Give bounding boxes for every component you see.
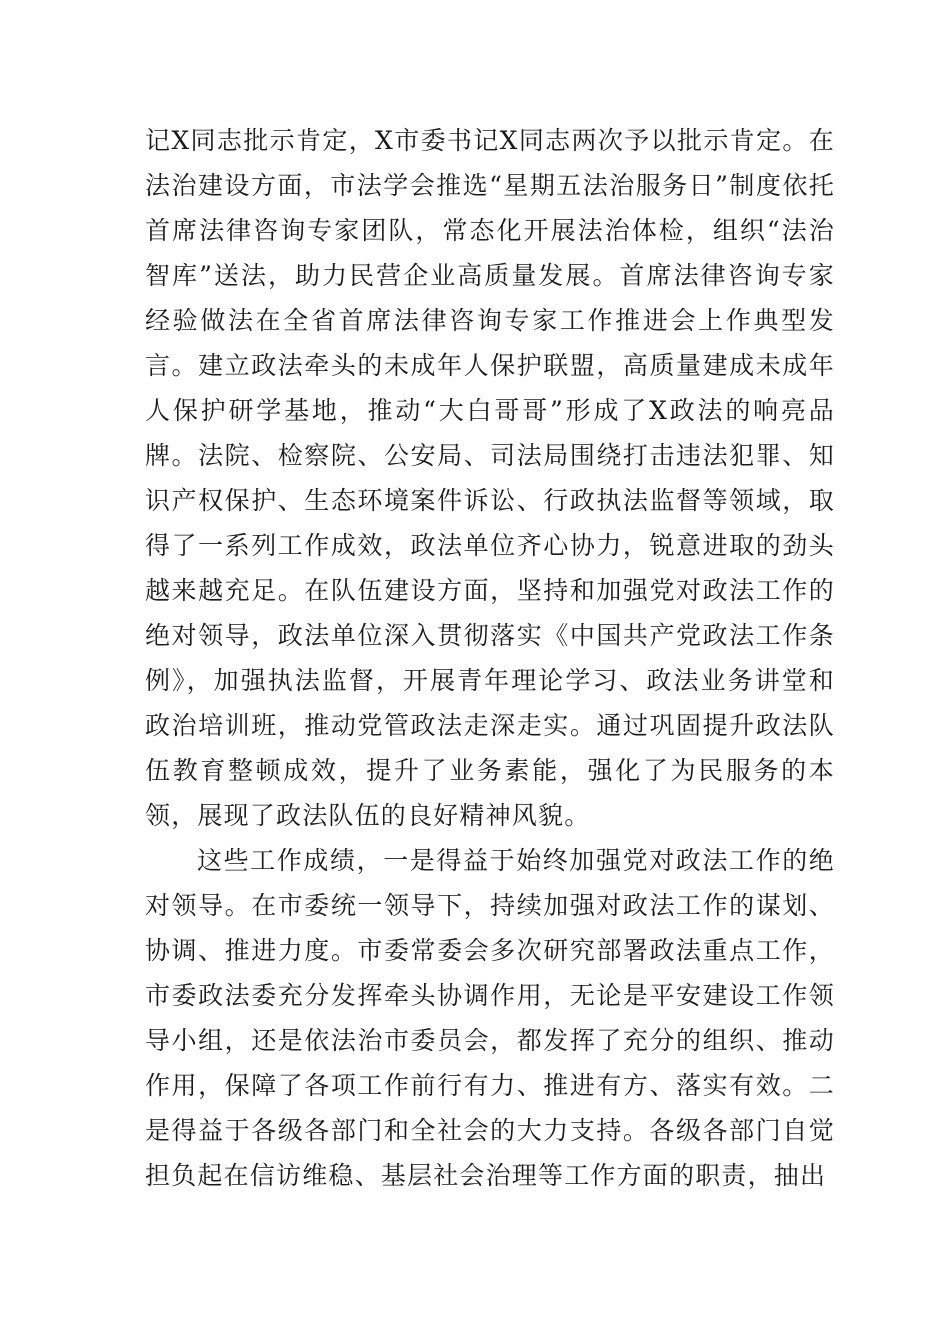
paragraph-achievements: 这些工作成绩，一是得益于始终加强党对政法工作的绝对领导。在市委统一领导下，持续加强对政法工作的谋划、协调、推进力度。市委常委会多次研究部署政法重点工作，市委政法委充分发挥牵头协调作用，无论是平安建设工作领导小组，还是依法治市委员会，都发挥了充分的组织、推动作用，保障了各项工作前行有力、推进有方、落实有效。二是得益于各级各部门和全社会的大力支持。各级各部门自觉担负起在信访维稳、基层社会治理等工作方面的职责，抽出 [145,846,835,1190]
body-text [145,118,835,1198]
paragraph-continuation: 记X同志批示肯定，X市委书记X同志两次予以批示肯定。在法治建设方面，市法学会推选“星期五法治服务日”制度依托首席法律咨询专家团队，常态化开展法治体检，组织“法治智库”送法，助力民营企业高质量发展。首席法律咨询专家经验做法在全省首席法律咨询专家工作推进会上作典型发言。建立政法牵头的未成年人保护联盟，高质量建成未成年人保护研学基地，推动“大白哥哥”形成了X政法的响亮品牌。法院、检察院、公安局、司法局围绕打击违法犯罪、知识产权保护、生态环境案件诉讼、行政执法监督等领域，取得了一系列工作成效，政法单位齐心协力，锐意进取的劲头越来越充足。在队伍建设方面，坚持和加强党对政法工作的绝对领导，政法单位深入贯彻落实《中国共产党政法工作条例》，加强执法监督，开展青年理论学习、政法业务讲堂和政治培训班，推动党管政法走深走实。通过巩固提升政法队伍教育整顿成效，提升了业务素能，强化了为民服务的本领，展现了政法队伍的良好精神风貌。 [145,126,835,830]
